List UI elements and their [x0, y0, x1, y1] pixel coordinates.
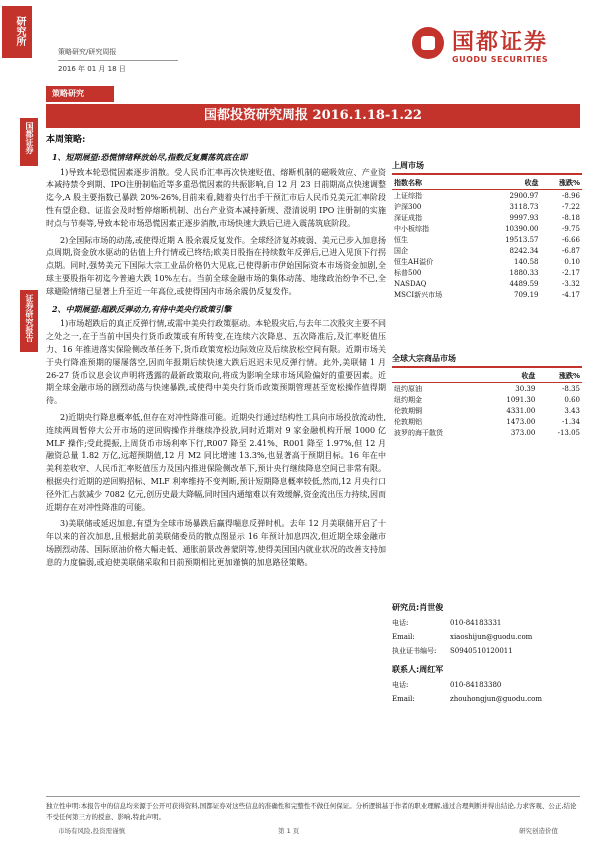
market-row — [392, 289, 582, 300]
commodity-title: 全球大宗商品市场 — [392, 353, 582, 368]
main-content — [46, 134, 386, 574]
analyst-2-tel-label: 电话: — [392, 681, 409, 689]
commodity-name: 纽约原油 — [394, 384, 422, 393]
market-name: 恒生AH溢价 — [394, 257, 434, 266]
commodity-change: -8.35 — [562, 384, 580, 393]
commodity-name: 伦敦期铜 — [394, 406, 422, 415]
commodity-row — [392, 405, 582, 416]
paragraph-2a: 1)市场超跌后的真正反弹行情,或需中美央行政策驱动。本轮股灾后,与去年二次股灾主要不同之处之一,在于当前中国央行货币政策或有所转变,在连续六次降息、五次降准后,及汇率贬值压力、16 年推进落实保险侧改革任务下,货币政策宽松边际效应及后续放松空间有限。近期市场关于央行降准预期的屡屡落空,因而年报期后续快速大跌后迟迟未见反弹行情。此外,美联储 1 月 26-27 货币议息会议声明将透露的最新政策取向,将成为影响全球市场风险偏好的重要因素。近期全球金融市场的剧烈动荡与快速暴跌,或使得中美央行货币政策预期管理甚至宽松操作值得期待。 — [46, 319, 386, 406]
market-change: -3.32 — [562, 279, 580, 288]
paragraph-1b: 2)全国际市场的动荡,或使得近期 A 股余震反复发作。全球经济复苏疲弱、美元已步入加息扬点周期,资金放水驱动的估值上升行情或已终结;欧美日股指在持续数年反弹后,已进入见顶下行拐点期。同时,强势美元下国际大宗工业品价格仍大见底,已使得新市伊始国际资本市场资金加剧,全球主要股指年初迄今普遍大跌 10%左右。当前全球金融市场的集体动荡、地缘政治纷争不已,全球避险情绪已显著上升至近一年高位,或使得国内市场余震仍反复发作。 — [46, 235, 386, 296]
header-meta — [58, 44, 178, 78]
commodity-table — [392, 370, 582, 438]
col-commodity-change: 涨跌% — [537, 370, 582, 383]
analyst-1-name: 研究员:肖世俊 — [392, 603, 444, 612]
sidebar-label-3: 证券研究报告 — [25, 294, 34, 342]
logo-en: GUODU SECURITIES — [452, 55, 549, 64]
main-heading: 本周策略: — [46, 135, 86, 145]
market-row — [392, 256, 582, 267]
col-index: 指数名称 — [392, 177, 478, 190]
footer-left: 市场有风险,投资需谨慎 — [58, 827, 126, 835]
market-change: -2.17 — [562, 268, 580, 277]
sidebar-label-2: 国都证券 — [25, 122, 34, 154]
commodity-close: 373.00 — [510, 428, 536, 437]
market-close: 8242.34 — [509, 246, 539, 255]
market-title: 上周市场 — [392, 160, 582, 175]
market-close: 10390.00 — [505, 224, 539, 233]
commodity-row — [392, 427, 582, 438]
analyst-2-email[interactable]: zhouhongjun@guodu.com — [450, 695, 543, 703]
market-row — [392, 190, 582, 202]
section-1-title: 1、短期展望:恐慌情绪释放始尽,指数反复震荡筑底在即 — [52, 151, 248, 162]
market-change: -8.96 — [562, 191, 580, 200]
analyst-1-email-label: Email: — [392, 633, 415, 641]
market-name: 恒生 — [394, 235, 408, 244]
sidebar-block-2 — [20, 118, 38, 166]
section-2-title: 2、中期展望:超跌反弹动力,有待中美央行政策引擎 — [52, 303, 232, 314]
analyst-1-cert: S0940510120011 — [450, 647, 513, 655]
market-name: 沪深300 — [394, 202, 422, 211]
market-name: 标普500 — [394, 268, 422, 277]
market-row — [392, 223, 582, 234]
market-name: NASDAQ — [394, 279, 427, 288]
commodity-change: 0.60 — [564, 395, 580, 404]
commodity-name: 波罗的海干散货 — [394, 428, 443, 437]
col-commodity — [392, 370, 482, 383]
page-number: 第 1 页 — [278, 827, 300, 835]
market-close: 140.58 — [513, 257, 539, 266]
commodity-change: 3.43 — [564, 406, 580, 415]
commodity-panel — [392, 353, 582, 438]
sidebar — [0, 0, 37, 842]
section-tag: 策略研究 — [46, 86, 114, 102]
analyst-2-tel: 010-84183380 — [450, 681, 502, 689]
market-change: -6.87 — [562, 246, 580, 255]
commodity-row — [392, 383, 582, 395]
market-change: -8.18 — [562, 213, 580, 222]
paragraph-1a: 1)导致本轮恐慌因素逐步消散。受人民币汇率再次快速贬值、熔断机制的磁吸效应、产业资本减持禁令到期、IPO注册制临近等多重恐慌因素的共振影响,自 12 月 23 日前期高点快速调整迄今,A 股主要指数已暴跌 20%-26%,目前来看,随着央行出手干预汇市后人民币兑美元汇率阶段性有望企稳、证监会及时暂停熔断机制、出台产业资本减持新规、澄清说明 IPO 注册制的实施时点与节奏等,导致本轮市场恐慌因素正逐步消散,市场快速大跌后已进入震荡筑底阶段。 — [46, 167, 386, 228]
paragraph-2c: 3)美联储或延迟加息,有望为全球市场暴跌后赢得喘息反弹时机。去年 12 月美联储开启了十年以来的首次加息,且根据此前美联储委员的散点图显示 16 年预计加息四次,但近期全球金融市场剧烈动荡、国际原油价格大幅走低、通胀前景改善蒙阴等,使得美国国内就业状况的改善支持加息的力度偏弱,或迫使美联储采取和日前预期相比更加谨慎的加息路径策略。 — [46, 519, 386, 567]
market-panel — [392, 160, 582, 300]
commodity-change: -1.34 — [562, 417, 580, 426]
market-change: 0.10 — [564, 257, 580, 266]
market-row — [392, 267, 582, 278]
market-row — [392, 212, 582, 223]
market-close: 19513.57 — [505, 235, 539, 244]
market-close: 9997.93 — [509, 213, 539, 222]
market-close: 2900.97 — [509, 191, 539, 200]
company-logo — [412, 25, 562, 73]
market-row — [392, 201, 582, 212]
commodity-close: 1091.30 — [506, 395, 536, 404]
market-change: -9.75 — [562, 224, 580, 233]
commodity-name: 伦敦期铝 — [394, 417, 422, 426]
market-name: MSCI新兴市场 — [394, 290, 443, 299]
logo-mark-icon — [412, 27, 444, 59]
analyst-1-email[interactable]: xiaoshijun@guodu.com — [450, 633, 533, 641]
market-name: 国企 — [394, 246, 408, 255]
commodity-row — [392, 416, 582, 427]
analyst-1-cert-label: 执业证书编号: — [392, 647, 437, 655]
sidebar-block-3 — [20, 290, 38, 352]
commodity-row — [392, 394, 582, 405]
footer-right: 研究创造价值 — [519, 827, 558, 835]
analyst-2-email-label: Email: — [392, 695, 415, 703]
market-change: -6.66 — [562, 235, 580, 244]
commodity-change: -13.05 — [557, 428, 580, 437]
market-row — [392, 234, 582, 245]
market-name: 中小板综指 — [394, 224, 429, 233]
sidebar-top-label: 研究所 — [14, 16, 25, 46]
market-close: 3118.73 — [509, 202, 539, 211]
market-row — [392, 278, 582, 289]
analyst-info — [392, 600, 582, 706]
analyst-1-tel: 010-84183331 — [450, 619, 502, 627]
market-close: 1880.33 — [509, 268, 539, 277]
commodity-close: 4331.00 — [506, 406, 536, 415]
commodity-close: 1473.00 — [506, 417, 536, 426]
report-date: 2016 年 01 月 18 日 — [58, 65, 126, 73]
market-row — [392, 245, 582, 256]
market-change: -7.22 — [562, 202, 580, 211]
market-close: 4489.59 — [509, 279, 539, 288]
logo-cn: 国都证券 — [452, 30, 549, 55]
disclaimer: 独立性申明:本报告中的信息均来源于公开可获得资料,国都证券对这些信息的准确性和完整性不做任何保证。分析逻辑基于作者的职业理解,通过合理判断并得出结论,力求客观、公正,结论不受任何第三方的授意、影响,特此声明。 — [46, 796, 580, 823]
market-close: 709.19 — [513, 290, 539, 299]
market-name: 上证综指 — [394, 191, 422, 200]
commodity-name: 纽约期金 — [394, 395, 422, 404]
report-title: 国都投资研究周报 2016.1.18-1.22 — [46, 104, 580, 128]
col-change: 涨跌% — [540, 177, 582, 190]
analyst-2-name: 联系人:周红军 — [392, 665, 444, 674]
market-change: -4.17 — [562, 290, 580, 299]
sidebar-top-block — [2, 6, 32, 58]
market-name: 深证成指 — [394, 213, 422, 222]
col-close: 收盘 — [478, 177, 540, 190]
paragraph-2b: 2)近期央行降息概率低,但存在对冲性降准可能。近期央行通过结构性工具向市场投放流动性,连续两周暂停大公开市场的逆回购操作并继续净投放,同时近期对 9 家金融机构开展 1000 亿 MLF 操作;受此提振,上周货币市场利率下行,R007 降至 2.41%、R001 降至 1.97%,但 12 月融资总量 1.82 万亿,远超预期值,12 月 M2 同比增速 13.3%,也显著高于预期目标。16 年在中美利差收窄、人民币汇率贬值压力及国内推进保险侧改革下,预计央行继续降息空间已非常有限。根据央行近期的逆回购招标、MLF 利率维持不变判断,预计短期降息概率较低,然而,12 月央行口径外汇占款减少 7082 亿元,创历史最大降幅,同时国内通缩难以有效缓解,资金流出压力持续,因而近期存在对冲性降准的可能。 — [46, 412, 386, 512]
commodity-close: 30.39 — [515, 384, 536, 393]
report-category: 策略研究/研究周报 — [58, 44, 178, 61]
market-table — [392, 177, 582, 300]
analyst-1-tel-label: 电话: — [392, 619, 409, 627]
col-commodity-close: 收盘 — [482, 370, 538, 383]
